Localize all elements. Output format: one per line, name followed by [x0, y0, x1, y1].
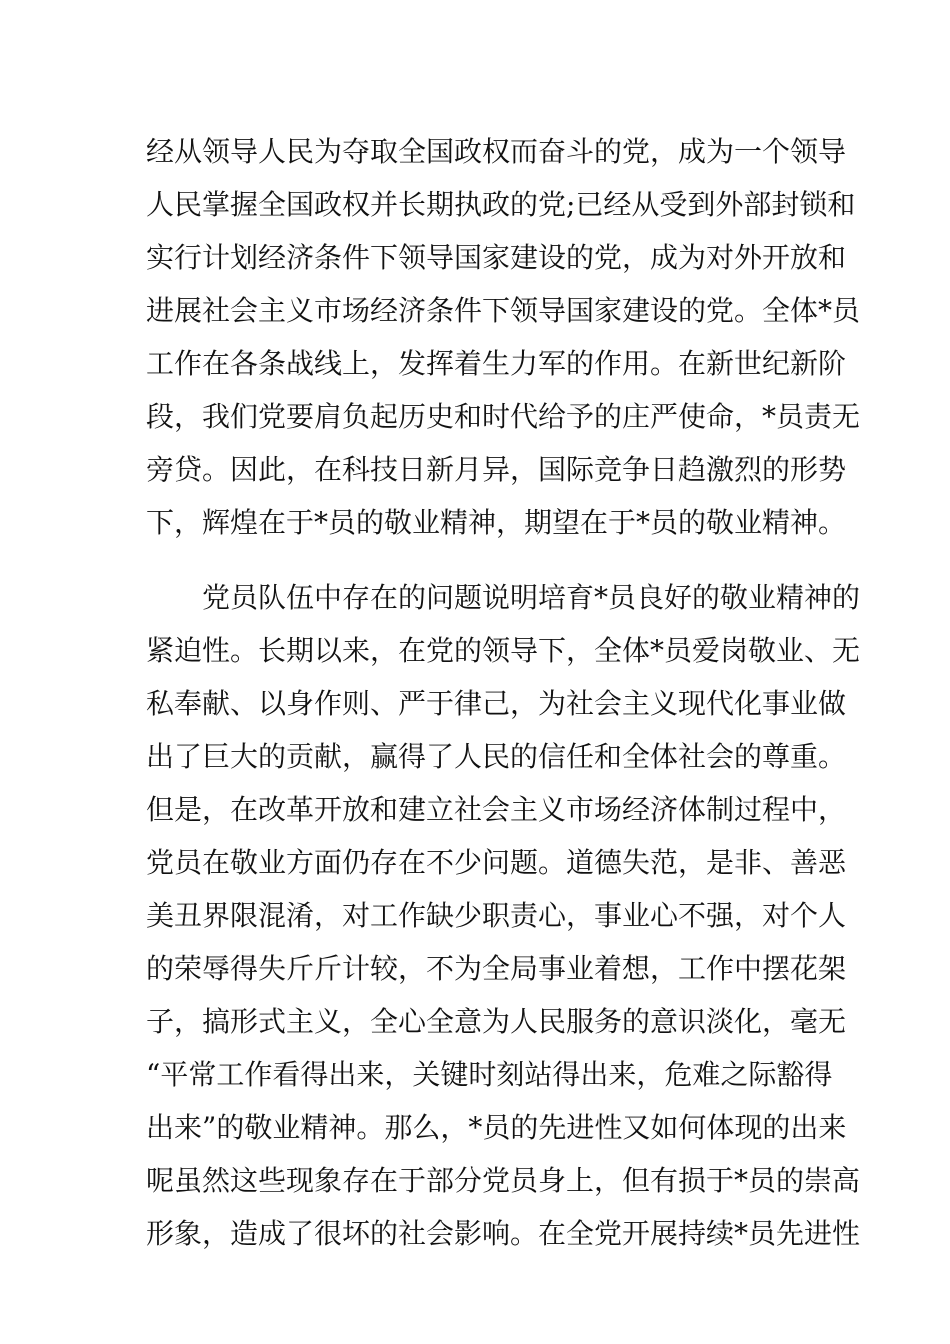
text-line: “平常工作看得出来，关键时刻站得出来，危难之际豁得 — [146, 1058, 833, 1091]
paragraph — [146, 125, 861, 549]
text-line: 但是，在改革开放和建立社会主义市场经济体制过程中， — [146, 793, 847, 826]
text-line: 旁贷。因此，在科技日新月异，国际竞争日趋激烈的形势 — [146, 453, 847, 486]
text-line: 段，我们党要肩负起历史和时代给予的庄严使命，*员责无 — [146, 400, 861, 433]
text-line: 美丑界限混淆，对工作缺少职责心，事业心不强，对个人 — [146, 899, 847, 932]
text-line: 紧迫性。长期以来，在党的领导下，全体*员爱岗敬业、无 — [146, 634, 861, 667]
text-line: 党员队伍中存在的问题说明培育*员良好的敬业精神的 — [146, 581, 861, 614]
text-line: 党员在敬业方面仍存在不少问题。道德失范，是非、善恶 — [146, 846, 847, 879]
paragraph — [146, 571, 861, 1260]
text-line: 经从领导人民为夺取全国政权而奋斗的党，成为一个领导 — [146, 135, 847, 168]
text-line: 呢虽然这些现象存在于部分党员身上，但有损于*员的崇高 — [146, 1164, 861, 1197]
text-line: 子，搞形式主义，全心全意为人民服务的意识淡化，毫无 — [146, 1005, 847, 1038]
text-line: 下，辉煌在于*员的敬业精神，期望在于*员的敬业精神。 — [146, 506, 847, 539]
text-line: 形象，造成了很坏的社会影响。在全党开展持续*员先进性 — [146, 1217, 861, 1250]
text-line: 的荣辱得失斤斤计较，不为全局事业着想，工作中摆花架 — [146, 952, 847, 985]
text-line: 实行计划经济条件下领导国家建设的党，成为对外开放和 — [146, 241, 847, 274]
text-line: 工作在各条战线上，发挥着生力军的作用。在新世纪新阶 — [146, 347, 847, 380]
text-line: 私奉献、以身作则、严于律己，为社会主义现代化事业做 — [146, 687, 847, 720]
text-line: 人民掌握全国政权并长期执政的党;已经从受到外部封锁和 — [146, 188, 856, 221]
text-line: 出来”的敬业精神。那么，*员的先进性又如何体现的出来 — [146, 1111, 847, 1144]
text-line: 进展社会主义市场经济条件下领导国家建设的党。全体*员 — [146, 294, 861, 327]
text-line: 出了巨大的贡献，赢得了人民的信任和全体社会的尊重。 — [146, 740, 847, 773]
